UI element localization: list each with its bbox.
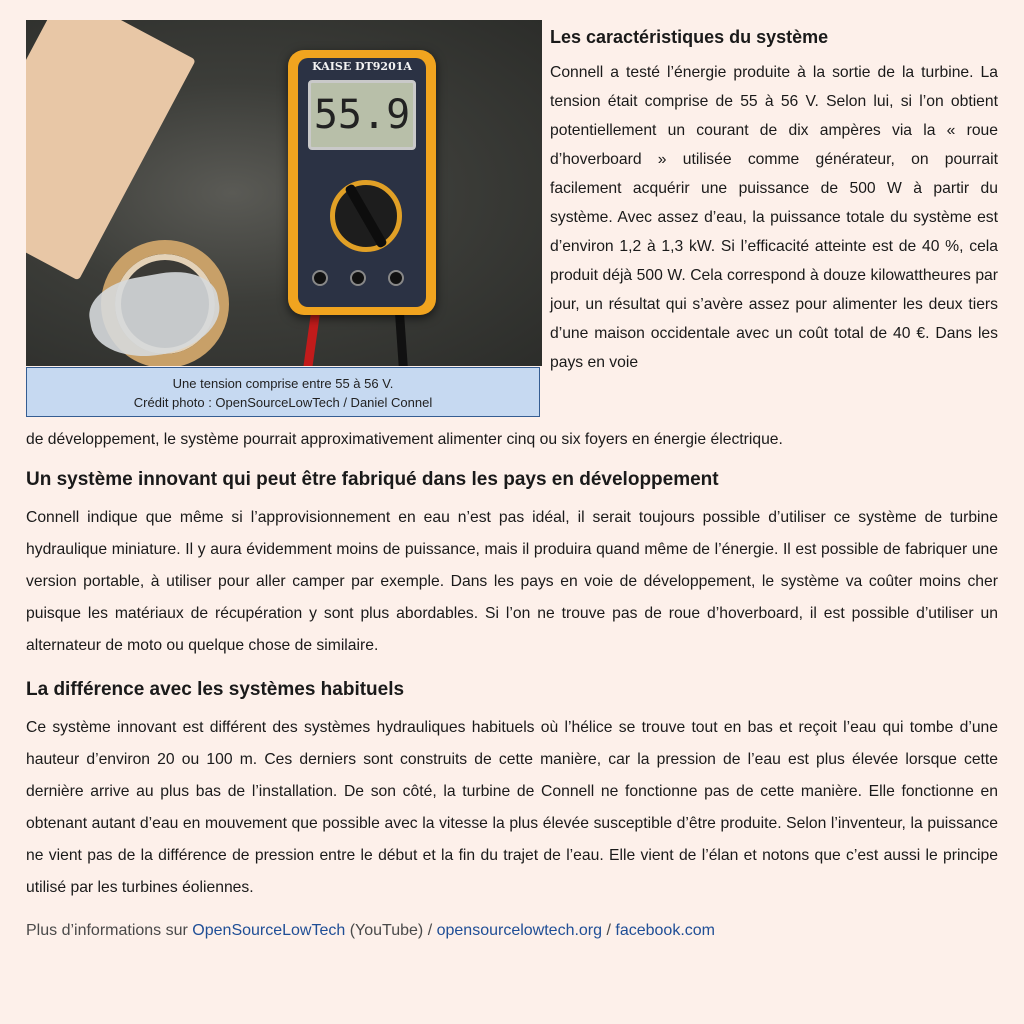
- multimeter-face: [298, 58, 426, 307]
- dial-knob: [344, 183, 388, 249]
- photo-caption: [26, 367, 540, 417]
- section3-title: La différence avec les systèmes habituels: [26, 679, 405, 700]
- jack-v-ohm: [388, 270, 404, 286]
- section2-body: Connell indique que même si l’approvisionnement en eau n’est pas idéal, il serait toujours possible d’utiliser ce système de turbine hydraulique miniature. Il y aura évidemment moins de puissance, mais il produira quand même de l’énergie. Il est possible de fabriquer une version portable, à utiliser pour aller camper par exemple. Dans les pays en voie de développement, le système va coûter moins cher puisque les matériaux de récupération y sont plus abordables. Si l’on ne trouve pas de roue d’hoverboard, il est possible d’utiliser un alternateur de moto ou quelque chose de similaire.: [26, 509, 998, 654]
- jack-10a: [312, 270, 328, 286]
- section1-body: Connell a testé l’énergie produite à la sortie de la turbine. La tension était comprise de 55 à 56 V. Selon lui, si l’on obtient potentiellement un courant de dix ampères via la « roue d’hoverboard » utilisée comme générateur, on pourrait facilement acquérir une puissance de 500 W à partir du système. Avec assez d’eau, la puissance totale du système est d’environ 1,2 à 1,3 kW. Si l’efficacité atteinte est de 40 %, cela produit déjà 500 W. Cela correspond à douze kilowattheures par jour, un résultat qui s’avère assez pour alimenter les deux tiers d’une maison occidentale avec un coût total de 40 €. Dans les pays en voie: [550, 64, 998, 371]
- facebook-link[interactable]: facebook.com: [615, 922, 715, 939]
- multimeter-brand: KAISE DT9201A: [312, 60, 412, 73]
- website-link[interactable]: opensourcelowtech.org: [436, 922, 603, 939]
- footer-separator-1: (YouTube) /: [345, 922, 437, 939]
- section2-title: Un système innovant qui peut être fabriqué dans les pays en développement: [26, 469, 719, 490]
- section1-body-continued: de développement, le système pourrait approximativement alimenter cinq ou six foyers en énergie électrique.: [26, 431, 783, 448]
- jack-com: [350, 270, 366, 286]
- multimeter-dial: [330, 180, 402, 252]
- youtube-channel-link[interactable]: OpenSourceLowTech: [192, 922, 346, 939]
- article: [26, 20, 998, 944]
- section1-column: [550, 20, 998, 377]
- section1-title: Les caractéristiques du système: [550, 27, 829, 47]
- multimeter-photo: [26, 20, 542, 366]
- footer: [26, 918, 998, 944]
- multimeter-display: 55.9: [308, 80, 416, 150]
- caption-line-2: Crédit photo : OpenSourceLowTech / Daniel Connel: [133, 395, 433, 410]
- footer-separator-2: /: [602, 922, 616, 939]
- footer-prefix: Plus d’informations sur: [26, 922, 193, 939]
- caption-line-1: Une tension comprise entre 55 à 56 V.: [172, 376, 394, 391]
- multimeter: [288, 50, 436, 315]
- section3-body: Ce système innovant est différent des systèmes hydrauliques habituels où l’hélice se trouve tout en bas et reçoit l’eau qui tombe d’une hauteur d’environ 20 ou 100 m. Ces derniers sont construits de cette manière, car la pression de l’eau est plus élevée lorsque cette dernière arrive au plus bas de l’installation. De son côté, la turbine de Connell ne fonctionne pas de cette manière. Elle fonctionne en obtenant autant d’eau en mouvement que possible avec la vitesse la plus élevée susceptible d’être produite. Selon l’inventeur, la puissance ne vient pas de la différence de pression entre le début et la fin du trajet de l’eau. Elle vient de l’élan et notons que c’est aussi le principe utilisé par les turbines éoliennes.: [26, 719, 998, 896]
- intro-block: [26, 20, 998, 460]
